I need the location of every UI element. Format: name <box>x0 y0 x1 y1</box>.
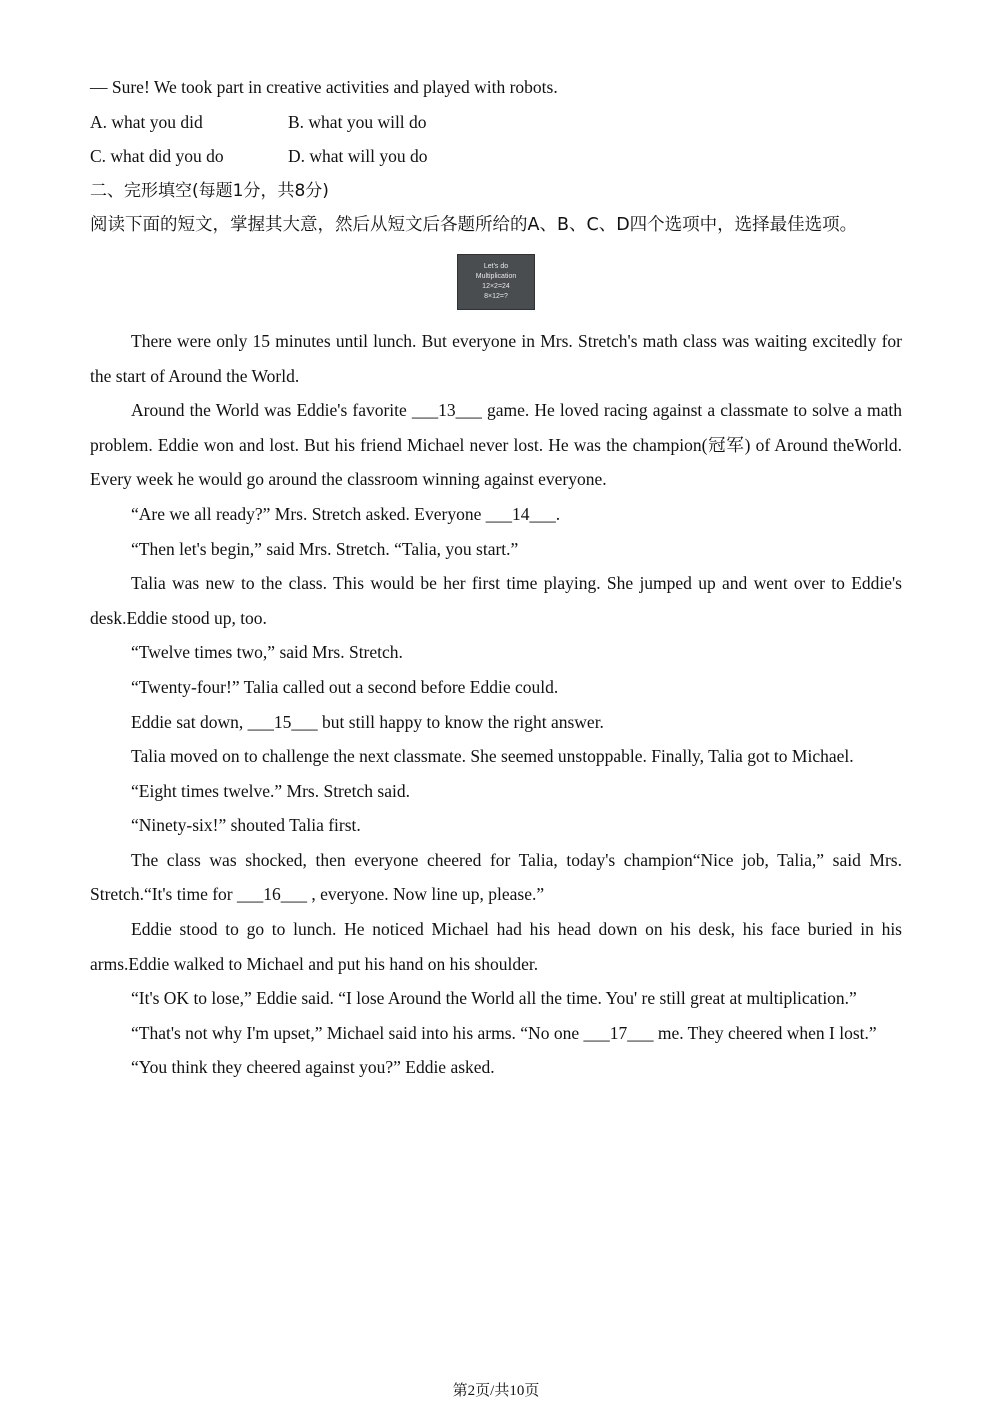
passage-paragraph: There were only 15 minutes until lunch. But everyone in Mrs. Stretch's math class was waiting excitedly for the start of Around the World. <box>90 330 902 386</box>
passage-paragraph: “It's OK to lose,” Eddie said. “I lose Around the World all the time. You' re still great at multiplication.” <box>131 988 857 1009</box>
passage-paragraph: “That's not why I'm upset,” Michael said into his arms. “No one ___17___ me. They cheered when I lost.” <box>131 1022 877 1043</box>
option-c: C. what did you do <box>90 146 224 167</box>
passage-paragraph: “You think they cheered against you?” Eddie asked. <box>131 1057 495 1078</box>
passage-paragraph: Talia moved on to challenge the next classmate. She seemed unstoppable. Finally, Talia got to Michael. <box>131 746 854 767</box>
document-page <box>90 70 902 1085</box>
passage-paragraph: “Twenty-four!” Talia called out a second before Eddie could. <box>131 676 559 697</box>
section-heading: 二、完形填空(每题1分，共8分) <box>90 180 329 201</box>
passage <box>90 324 902 1085</box>
board-line: 8×12=? <box>484 292 508 300</box>
options-row-2 <box>90 139 902 174</box>
passage-paragraph: Eddie sat down, ___15___ but still happy to know the right answer. <box>131 711 604 732</box>
dialogue-reply: — Sure! We took part in creative activities and played with robots. <box>90 77 558 97</box>
blackboard-figure <box>90 254 902 310</box>
passage-paragraph: Talia was new to the class. This would be her first time playing. She jumped up and went over to Eddie's desk.Eddie stood up, too. <box>90 573 902 628</box>
options-row-1 <box>90 105 902 140</box>
board-line: Let's do <box>483 262 509 270</box>
board-line: 12×2=24 <box>482 282 510 290</box>
passage-paragraph: “Twelve times two,” said Mrs. Stretch. <box>131 642 403 663</box>
option-a: A. what you did <box>90 111 203 132</box>
section-instruction: 阅读下面的短文，掌握其大意，然后从短文后各题所给的A、B、C、D四个选项中，选择最佳选项。 <box>90 215 858 236</box>
board-line: Multiplication <box>475 272 517 280</box>
page-number: 第2页/共10页 <box>452 1383 540 1399</box>
blackboard-image <box>457 254 535 310</box>
option-b: B. what you will do <box>288 111 427 132</box>
passage-paragraph: “Then let's begin,” said Mrs. Stretch. “Talia, you start.” <box>131 538 519 559</box>
passage-paragraph: The class was shocked, then everyone cheered for Talia, today's champion“Nice job, Talia,” said Mrs. Stretch.“It's time for ___16___ , everyone. Now line up, please.” <box>90 849 902 905</box>
option-d: D. what will you do <box>288 146 428 167</box>
passage-paragraph: “Eight times twelve.” Mrs. Stretch said. <box>131 780 410 801</box>
passage-paragraph: Around the World was Eddie's favorite ___13___ game. He loved racing against a classmate to solve a math problem. Eddie won and lost. But his friend Michael never lost. He was the champion(冠军) of Around theWorld. Every week he would go around the classroom winning against everyone. <box>90 400 902 490</box>
passage-paragraph: “Are we all ready?” Mrs. Stretch asked. Everyone ___14___. <box>131 503 561 524</box>
passage-paragraph: “Ninety-six!” shouted Talia first. <box>131 815 361 836</box>
passage-paragraph: Eddie stood to go to lunch. He noticed Michael had his head down on his desk, his face buried in his arms.Eddie walked to Michael and put his hand on his shoulder. <box>90 919 902 974</box>
